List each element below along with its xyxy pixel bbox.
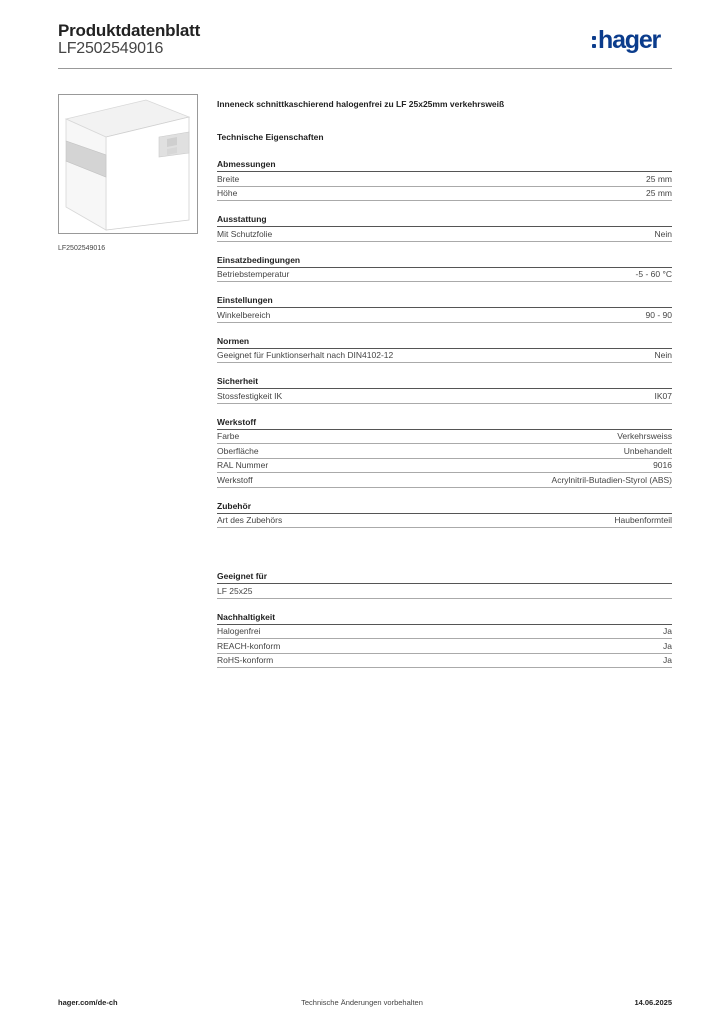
property-row xyxy=(217,268,672,283)
property-row xyxy=(217,349,672,364)
property-value: Acrylnitril-Butadien-Styrol (ABS) xyxy=(551,474,672,485)
section-title: Nachhaltigkeit xyxy=(217,611,672,625)
property-value: Ja xyxy=(663,626,672,637)
header-divider xyxy=(58,68,672,69)
page-title: Produktdatenblatt xyxy=(58,21,201,40)
property-label: Breite xyxy=(217,173,240,184)
product-image xyxy=(58,94,198,234)
property-label: Stossfestigkeit IK xyxy=(217,390,283,401)
property-label: RoHS-konform xyxy=(217,655,274,666)
property-value: Unbehandelt xyxy=(623,445,672,456)
tech-heading: Technische Eigenschaften xyxy=(217,132,324,142)
property-section xyxy=(217,335,672,364)
image-caption: LF2502549016 xyxy=(58,245,106,252)
property-value: Nein xyxy=(654,228,672,239)
property-row xyxy=(217,459,672,474)
property-row xyxy=(217,187,672,202)
property-section xyxy=(217,158,672,201)
property-label: Farbe xyxy=(217,431,240,442)
property-section xyxy=(217,294,672,323)
property-row xyxy=(217,584,672,599)
article-number: LF2502549016 xyxy=(58,40,164,57)
properties-list xyxy=(217,158,672,528)
property-value: Nein xyxy=(654,350,672,361)
property-label: Oberfläche xyxy=(217,445,259,456)
section-title: Werkstoff xyxy=(217,416,672,430)
logo-dots-icon xyxy=(592,36,596,48)
property-section xyxy=(217,416,672,488)
property-section xyxy=(217,254,672,283)
main-content xyxy=(217,98,672,680)
property-label: REACH-konform xyxy=(217,640,281,651)
property-value: Verkehrsweiss xyxy=(617,431,672,442)
footer-notice: Technische Änderungen vorbehalten xyxy=(301,998,423,1007)
property-label: Art des Zubehörs xyxy=(217,515,283,526)
property-row xyxy=(217,430,672,445)
property-value: 9016 xyxy=(653,460,672,471)
property-row xyxy=(217,625,672,640)
property-value: Ja xyxy=(663,640,672,651)
property-value: -5 - 60 °C xyxy=(635,269,672,280)
property-label: Höhe xyxy=(217,188,238,199)
property-label: Halogenfrei xyxy=(217,626,261,637)
property-label: Betriebstemperatur xyxy=(217,269,290,280)
footer-date: 14.06.2025 xyxy=(634,998,672,1007)
section-title: Sicherheit xyxy=(217,375,672,389)
section-title: Einstellungen xyxy=(217,294,672,308)
property-row xyxy=(217,308,672,323)
footer-website: hager.com/de-ch xyxy=(58,998,118,1007)
property-value: 90 - 90 xyxy=(645,309,672,320)
property-row xyxy=(217,227,672,242)
property-label: LF 25x25 xyxy=(217,585,253,596)
property-row xyxy=(217,639,672,654)
property-section xyxy=(217,500,672,529)
property-row xyxy=(217,444,672,459)
property-row xyxy=(217,473,672,488)
property-value: Haubenformteil xyxy=(614,515,672,526)
logo-text: hager xyxy=(598,25,661,54)
property-label: Geeignet für Funktionserhalt nach DIN4102-12 xyxy=(217,350,394,361)
property-section xyxy=(217,375,672,404)
section-title: Normen xyxy=(217,335,672,349)
section-title: Geeignet für xyxy=(217,570,672,584)
section-title: Abmessungen xyxy=(217,158,672,172)
property-row xyxy=(217,172,672,187)
property-value: Ja xyxy=(663,655,672,666)
section-title: Zubehör xyxy=(217,500,672,514)
property-label: Winkelbereich xyxy=(217,309,271,320)
property-section xyxy=(217,213,672,242)
corner-piece-illustration xyxy=(59,95,197,233)
property-label: Mit Schutzfolie xyxy=(217,228,273,239)
property-label: Werkstoff xyxy=(217,474,253,485)
section-title: Einsatzbedingungen xyxy=(217,254,672,268)
property-row xyxy=(217,514,672,529)
property-value: IK07 xyxy=(654,390,672,401)
property-label: RAL Nummer xyxy=(217,460,269,471)
sustainability-section xyxy=(217,611,672,669)
hager-logo xyxy=(592,25,660,55)
property-row xyxy=(217,389,672,404)
property-value: 25 mm xyxy=(646,173,672,184)
property-row xyxy=(217,654,672,669)
section-title: Ausstattung xyxy=(217,213,672,227)
property-value: 25 mm xyxy=(646,188,672,199)
product-name: Inneneck schnittkaschierend halogenfrei zu LF 25x25mm verkehrsweiß xyxy=(217,99,505,109)
spacer xyxy=(217,540,672,570)
suitable-section xyxy=(217,570,672,599)
